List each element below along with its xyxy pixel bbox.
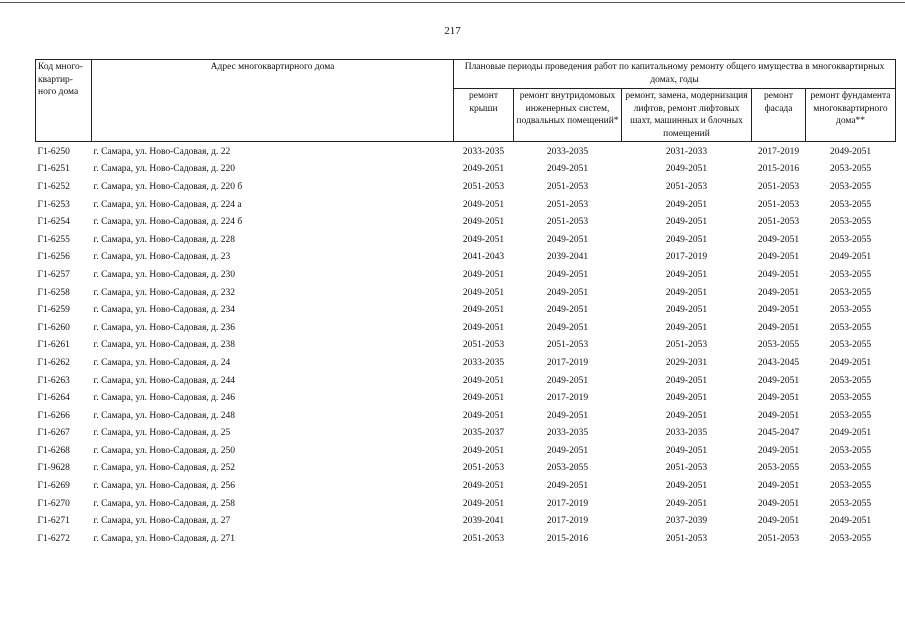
address-cell: г. Самара, ул. Ново-Садовая, д. 271 [93,533,235,544]
facade-period-cell: 2017-2019 [757,146,800,157]
facade-period-cell: 2049-2051 [757,234,800,245]
building-code-cell: Г1-6250 [37,146,70,157]
address-column-header: Адрес многоквартирного дома [92,60,454,142]
table-row [36,231,896,249]
facade-period-cell: 2051-2053 [757,181,800,192]
roof-period-cell: 2051-2053 [462,533,505,544]
elevators-period-cell: 2033-2035 [665,428,708,439]
table-row [36,407,896,425]
foundation-period-cell: 2053-2055 [829,322,872,333]
facade-period-cell: 2049-2051 [757,410,800,421]
table-row [36,319,896,337]
foundation-period-cell: 2049-2051 [829,357,872,368]
foundation-period-cell: 2049-2051 [829,146,872,157]
elevators-period-cell: 2051-2053 [665,181,708,192]
facade-period-cell: 2015-2016 [757,164,800,175]
elevators-period-cell: 2049-2051 [665,164,708,175]
address-cell: г. Самара, ул. Ново-Садовая, д. 258 [93,498,235,509]
internal-systems-period-cell: 2017-2019 [546,357,589,368]
building-code-cell: Г1-6256 [37,252,70,263]
facade-period-cell: 2049-2051 [757,375,800,386]
roof-period-cell: 2035-2037 [462,428,505,439]
internal-systems-period-cell: 2051-2053 [546,199,589,210]
building-code-cell: Г1-6263 [37,375,70,386]
elevators-period-cell: 2049-2051 [665,287,708,298]
address-cell: г. Самара, ул. Ново-Садовая, д. 236 [93,322,235,333]
roof-period-cell: 2033-2035 [462,357,505,368]
address-cell: г. Самара, ул. Ново-Садовая, д. 24 [93,357,231,368]
building-code-cell: Г1-6253 [37,199,70,210]
elevators-period-cell: 2049-2051 [665,217,708,228]
foundation-period-cell: 2053-2055 [829,498,872,509]
building-code-cell: Г1-6270 [37,498,70,509]
elevators-period-cell: 2029-2031 [665,357,708,368]
address-cell: г. Самара, ул. Ново-Садовая, д. 22 [93,146,231,157]
roof-period-cell: 2049-2051 [462,375,505,386]
internal-systems-period-cell: 2033-2035 [546,428,589,439]
address-cell: г. Самара, ул. Ново-Садовая, д. 27 [93,516,231,527]
foundation-period-cell: 2049-2051 [829,252,872,263]
table-row [36,142,896,161]
building-code-cell: Г1-6258 [37,287,70,298]
address-cell: г. Самара, ул. Ново-Садовая, д. 224 б [93,217,243,228]
internal-systems-period-cell: 2053-2055 [546,463,589,474]
roof-period-cell: 2039-2041 [462,516,505,527]
foundation-period-cell: 2053-2055 [829,305,872,316]
address-cell: г. Самара, ул. Ново-Садовая, д. 244 [93,375,235,386]
building-code-cell: Г1-6268 [37,445,70,456]
foundation-period-cell: 2053-2055 [829,287,872,298]
building-code-cell: Г1-6266 [37,410,70,421]
roof-period-cell: 2049-2051 [462,287,505,298]
address-cell: г. Самара, ул. Ново-Садовая, д. 220 [93,164,235,175]
internal-systems-period-cell: 2039-2041 [546,252,589,263]
internal-systems-period-cell: 2051-2053 [546,181,589,192]
internal-systems-column-header: ремонт внутридомовых инженерных систем, подвальных помещений* [514,89,622,142]
elevators-period-cell: 2049-2051 [665,199,708,210]
table-row [36,161,896,179]
table-row [36,425,896,443]
facade-period-cell: 2049-2051 [757,498,800,509]
foundation-period-cell: 2053-2055 [829,234,872,245]
building-code-cell: Г1-6251 [37,164,70,175]
code-column-header: Код много-квартир-ного дома [36,60,92,142]
internal-systems-period-cell: 2033-2035 [546,146,589,157]
table-row [36,442,896,460]
facade-period-cell: 2049-2051 [757,516,800,527]
roof-period-cell: 2049-2051 [462,481,505,492]
address-cell: г. Самара, ул. Ново-Садовая, д. 252 [93,463,235,474]
roof-period-cell: 2049-2051 [462,498,505,509]
address-cell: г. Самара, ул. Ново-Садовая, д. 250 [93,445,235,456]
facade-period-cell: 2049-2051 [757,305,800,316]
table-row [36,178,896,196]
building-code-cell: Г1-6262 [37,357,70,368]
roof-period-cell: 2049-2051 [462,217,505,228]
table-row [36,213,896,231]
internal-systems-period-cell: 2049-2051 [546,269,589,280]
table-row [36,460,896,478]
address-cell: г. Самара, ул. Ново-Садовая, д. 248 [93,410,235,421]
table-body [36,142,896,548]
foundation-period-cell: 2053-2055 [829,375,872,386]
roof-period-cell: 2049-2051 [462,269,505,280]
header-row-top [36,60,896,89]
elevators-period-cell: 2037-2039 [665,516,708,527]
table-row [36,354,896,372]
roof-period-cell: 2049-2051 [462,164,505,175]
roof-period-cell: 2049-2051 [462,322,505,333]
roof-period-cell: 2051-2053 [462,340,505,351]
roof-period-cell: 2051-2053 [462,181,505,192]
internal-systems-period-cell: 2017-2019 [546,498,589,509]
internal-systems-period-cell: 2049-2051 [546,410,589,421]
address-cell: г. Самара, ул. Ново-Садовая, д. 230 [93,269,235,280]
facade-period-cell: 2051-2053 [757,199,800,210]
building-code-cell: Г1-6264 [37,393,70,404]
building-code-cell: Г1-6254 [37,217,70,228]
elevators-column-header: ремонт, замена, модернизация лифтов, ремонт лифтовых шахт, машинных и блочных помещений [622,89,752,142]
foundation-period-cell: 2053-2055 [829,533,872,544]
address-cell: г. Самара, ул. Ново-Садовая, д. 220 б [93,181,243,192]
roof-period-cell: 2049-2051 [462,199,505,210]
table-row [36,495,896,513]
elevators-period-cell: 2051-2053 [665,463,708,474]
table-row [36,337,896,355]
address-cell: г. Самара, ул. Ново-Садовая, д. 256 [93,481,235,492]
roof-period-cell: 2051-2053 [462,463,505,474]
elevators-period-cell: 2049-2051 [665,234,708,245]
facade-period-cell: 2043-2045 [757,357,800,368]
building-code-cell: Г1-6267 [37,428,70,439]
roof-period-cell: 2049-2051 [462,305,505,316]
internal-systems-period-cell: 2049-2051 [546,164,589,175]
internal-systems-period-cell: 2049-2051 [546,322,589,333]
internal-systems-period-cell: 2049-2051 [546,305,589,316]
building-code-cell: Г1-6271 [37,516,70,527]
foundation-period-cell: 2053-2055 [829,217,872,228]
periods-group-header: Плановые периоды проведения работ по капитальному ремонту общего имущества в многоквартирных домах, годы [454,60,896,89]
internal-systems-period-cell: 2051-2053 [546,217,589,228]
table-row [36,389,896,407]
table-row [36,196,896,214]
building-code-cell: Г1-6260 [37,322,70,333]
elevators-period-cell: 2049-2051 [665,481,708,492]
elevators-period-cell: 2049-2051 [665,269,708,280]
table-row [36,284,896,302]
table-row [36,301,896,319]
table-row [36,249,896,267]
internal-systems-period-cell: 2049-2051 [546,375,589,386]
foundation-column-header: ремонт фундамента многоквартирного дома** [806,89,896,142]
facade-column-header: ремонт фасада [752,89,806,142]
foundation-period-cell: 2053-2055 [829,410,872,421]
elevators-period-cell: 2017-2019 [665,252,708,263]
top-border-line [0,2,905,3]
roof-period-cell: 2041-2043 [462,252,505,263]
foundation-period-cell: 2053-2055 [829,393,872,404]
foundation-period-cell: 2053-2055 [829,269,872,280]
foundation-period-cell: 2053-2055 [829,164,872,175]
foundation-period-cell: 2053-2055 [829,445,872,456]
building-code-cell: Г1-6255 [37,234,70,245]
building-code-cell: Г1-6252 [37,181,70,192]
facade-period-cell: 2049-2051 [757,252,800,263]
elevators-period-cell: 2049-2051 [665,322,708,333]
address-cell: г. Самара, ул. Ново-Садовая, д. 228 [93,234,235,245]
address-cell: г. Самара, ул. Ново-Садовая, д. 232 [93,287,235,298]
facade-period-cell: 2049-2051 [757,322,800,333]
address-cell: г. Самара, ул. Ново-Садовая, д. 23 [93,252,231,263]
address-cell: г. Самара, ул. Ново-Садовая, д. 238 [93,340,235,351]
capital-repair-table [35,59,896,548]
internal-systems-period-cell: 2049-2051 [546,445,589,456]
elevators-period-cell: 2051-2053 [665,533,708,544]
elevators-period-cell: 2049-2051 [665,498,708,509]
facade-period-cell: 2053-2055 [757,463,800,474]
elevators-period-cell: 2031-2033 [665,146,708,157]
building-code-cell: Г1-6269 [37,481,70,492]
facade-period-cell: 2045-2047 [757,428,800,439]
internal-systems-period-cell: 2049-2051 [546,234,589,245]
internal-systems-period-cell: 2017-2019 [546,393,589,404]
building-code-cell: Г1-6261 [37,340,70,351]
internal-systems-period-cell: 2049-2051 [546,481,589,492]
foundation-period-cell: 2053-2055 [829,199,872,210]
facade-period-cell: 2051-2053 [757,217,800,228]
building-code-cell: Г1-9628 [37,463,70,474]
roof-period-cell: 2049-2051 [462,234,505,245]
elevators-period-cell: 2049-2051 [665,375,708,386]
address-cell: г. Самара, ул. Ново-Садовая, д. 234 [93,305,235,316]
roof-period-cell: 2049-2051 [462,410,505,421]
facade-period-cell: 2049-2051 [757,445,800,456]
foundation-period-cell: 2053-2055 [829,463,872,474]
elevators-period-cell: 2049-2051 [665,410,708,421]
table-row [36,266,896,284]
internal-systems-period-cell: 2015-2016 [546,533,589,544]
elevators-period-cell: 2049-2051 [665,305,708,316]
page-number: 217 [444,25,461,37]
building-code-cell: Г1-6272 [37,533,70,544]
elevators-period-cell: 2051-2053 [665,340,708,351]
table-row [36,477,896,495]
elevators-period-cell: 2049-2051 [665,445,708,456]
facade-period-cell: 2049-2051 [757,287,800,298]
roof-period-cell: 2049-2051 [462,393,505,404]
facade-period-cell: 2049-2051 [757,269,800,280]
building-code-cell: Г1-6259 [37,305,70,316]
foundation-period-cell: 2053-2055 [829,340,872,351]
address-cell: г. Самара, ул. Ново-Садовая, д. 25 [93,428,231,439]
internal-systems-period-cell: 2017-2019 [546,516,589,527]
facade-period-cell: 2049-2051 [757,481,800,492]
address-cell: г. Самара, ул. Ново-Садовая, д. 224 а [93,199,242,210]
roof-period-cell: 2049-2051 [462,445,505,456]
building-code-cell: Г1-6257 [37,269,70,280]
elevators-period-cell: 2049-2051 [665,393,708,404]
foundation-period-cell: 2053-2055 [829,181,872,192]
internal-systems-period-cell: 2051-2053 [546,340,589,351]
facade-period-cell: 2051-2053 [757,533,800,544]
facade-period-cell: 2053-2055 [757,340,800,351]
internal-systems-period-cell: 2049-2051 [546,287,589,298]
roof-period-cell: 2033-2035 [462,146,505,157]
foundation-period-cell: 2053-2055 [829,481,872,492]
address-cell: г. Самара, ул. Ново-Садовая, д. 246 [93,393,235,404]
foundation-period-cell: 2049-2051 [829,516,872,527]
facade-period-cell: 2049-2051 [757,393,800,404]
table-row [36,372,896,390]
table-row [36,530,896,548]
table-row [36,512,896,530]
foundation-period-cell: 2049-2051 [829,428,872,439]
roof-column-header: ремонт крыши [454,89,514,142]
